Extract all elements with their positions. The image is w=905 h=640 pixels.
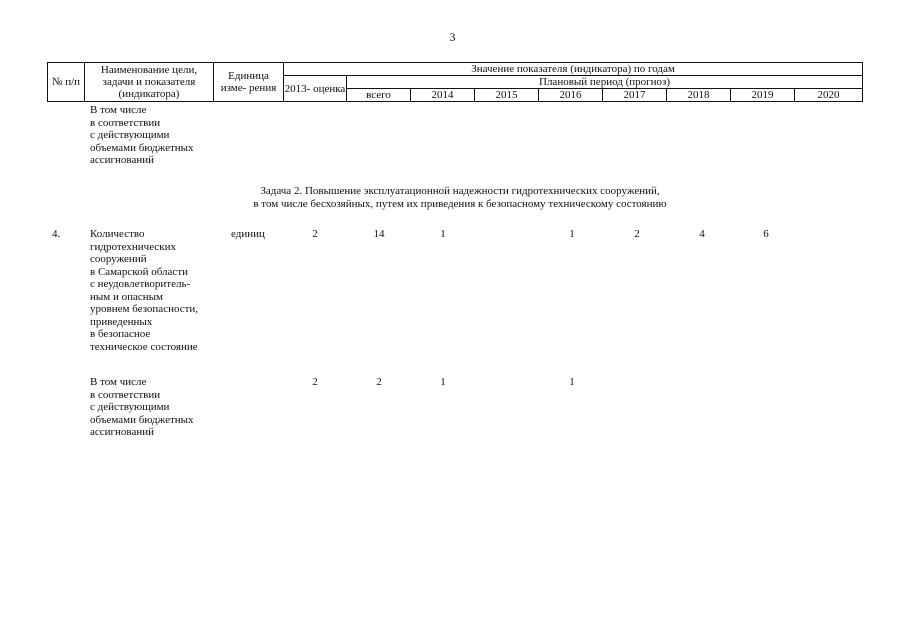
subtotal-value-2016: 1 — [569, 376, 575, 388]
page-number: 3 — [449, 30, 456, 44]
row4-value-2018: 4 — [699, 228, 705, 240]
row-name-subtotal-1: В том числе в соответствии с действующими объемами бюджетных ассигнований — [90, 104, 194, 166]
header-year-2018: 2018 — [667, 89, 731, 102]
row-num: 4. — [52, 228, 61, 240]
row4-value-2019: 6 — [763, 228, 769, 240]
row-name-indicator-4: Количество гидротехнических сооружений в Самарской области с неудовлетворитель- ным и опасным уровнем безопасности, приведенных в безопасное техническое состояние — [90, 228, 199, 353]
header-year-2016: 2016 — [539, 89, 603, 102]
indicator-table-header — [47, 62, 863, 102]
header-2013: 2013- оценка — [284, 76, 347, 102]
header-total: всего — [347, 89, 411, 102]
header-num: № п/п — [48, 63, 85, 102]
row4-value-2016: 1 — [569, 228, 575, 240]
row4-value-2013: 2 — [312, 228, 318, 240]
task-heading: Задача 2. Повышение эксплуатационной надежности гидротехнических сооружений, в том числе бесхозяйных, путем их приведения к безопасному техническому состоянию — [253, 185, 667, 210]
header-year-2020: 2020 — [795, 89, 863, 102]
header-values-by-year: Значение показателя (индикатора) по годам — [284, 63, 863, 76]
subtotal-value-total: 2 — [376, 376, 382, 388]
row4-value-2017: 2 — [634, 228, 640, 240]
header-plan-period: Плановый период (прогноз) — [347, 76, 863, 89]
header-name: Наименование цели, задачи и показателя (индикатора) — [85, 63, 214, 102]
header-year-2017: 2017 — [603, 89, 667, 102]
subtotal-value-2013: 2 — [312, 376, 318, 388]
header-unit: Единица изме- рения — [214, 63, 284, 102]
header-year-2015: 2015 — [475, 89, 539, 102]
row-name-subtotal-2: В том числе в соответствии с действующими объемами бюджетных ассигнований — [90, 376, 194, 438]
header-year-2019: 2019 — [731, 89, 795, 102]
row4-value-2014: 1 — [440, 228, 446, 240]
subtotal-value-2014: 1 — [440, 376, 446, 388]
header-year-2014: 2014 — [411, 89, 475, 102]
row-unit: единиц — [231, 228, 265, 240]
row4-value-total: 14 — [373, 228, 385, 240]
